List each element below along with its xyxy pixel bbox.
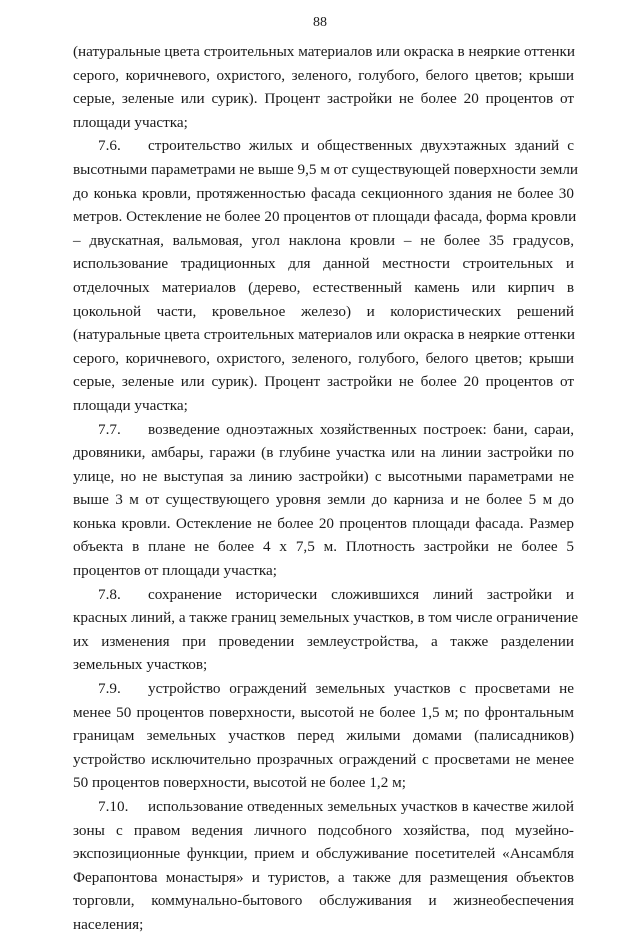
clause-text: использование отведенных земельных участков в качестве жилой: [148, 798, 574, 815]
text-line: устройство исключительно прозрачных ограждений с просветами не менее: [73, 750, 574, 768]
text-line: высотными параметрами не выше 9,5 м от существующей поверхности земли: [73, 160, 579, 178]
text-line: использование традиционных для данной местности строительных и: [73, 255, 574, 273]
text-line: торговли, коммунально-бытового обслуживания и жизнеобеспечения: [73, 892, 574, 910]
text-line: зоны с правом ведения личного подсобного хозяйства, под музейно-: [73, 821, 574, 839]
document-body: [73, 40, 579, 937]
text-line: [73, 583, 574, 607]
text-line: – двускатная, вальмовая, угол наклона кровли – не более 35 градусов,: [73, 231, 574, 249]
clause-number: 7.7.: [98, 420, 121, 438]
clause-7-10: [73, 795, 574, 937]
text-line: населения;: [73, 915, 144, 933]
text-line: [73, 418, 574, 442]
clause-7-7: [73, 418, 574, 583]
text-line: выше 3 м от существующего уровня земли до карниза и не более 5 м до: [73, 491, 574, 509]
text-line: земельных участков;: [73, 656, 208, 674]
text-line: серые, зеленые или сурик). Процент застройки не более 20 процентов от: [73, 373, 574, 391]
text-line: [73, 134, 574, 158]
text-line: экспозиционные функции, прием и обслуживание посетителей «Ансамбля: [73, 845, 574, 863]
clause-number: 7.8.: [98, 585, 121, 603]
text-line: площади участка;: [73, 396, 188, 414]
text-line: границам земельных участков перед жилыми домами (палисадников): [73, 727, 574, 745]
text-line: объекта в плане не более 4 х 7,5 м. Плотность застройки не более 5: [73, 538, 574, 556]
text-line: [73, 795, 574, 819]
text-line: конька кровли. Остекление не более 20 процентов площади фасада. Размер: [73, 514, 574, 532]
clause-7-9: [73, 677, 574, 795]
text-line: менее 50 процентов поверхности, высотой не более 1,5 м; по фронтальным: [73, 703, 574, 721]
text-line: Ферапонтова монастыря» и туристов, а также для размещения объектов: [73, 868, 574, 886]
clause-number: 7.9.: [98, 680, 121, 698]
text-line: цокольной части, кровельное железо) и колористических решений: [73, 302, 574, 320]
clause-text: сохранение исторически сложившихся линий застройки и: [148, 585, 574, 603]
clause-number: 7.6.: [98, 137, 121, 155]
text-line: серого, коричневого, охристого, зеленого, голубого, белого цветов; крыши: [73, 349, 574, 367]
clause-text: устройство ограждений земельных участков с просветами не: [148, 680, 574, 698]
text-line: до конька кровли, протяженностью фасада секционного здания не более 30: [73, 184, 574, 202]
text-line: серого, коричневого, охристого, зеленого, голубого, белого цветов; крыши: [73, 66, 574, 84]
clause-text: строительство жилых и общественных двухэтажных зданий с: [148, 137, 574, 155]
text-line: улице, но не выступая за линию застройки) с высотными параметрами не: [73, 467, 574, 485]
text-line: 50 процентов поверхности, высотой не более 1,2 м;: [73, 774, 406, 792]
text-line: дровяники, амбары, гаражи (в глубине участка или на линии застройки по: [73, 444, 574, 462]
clause-7-8: [73, 583, 579, 677]
text-line: отделочных материалов (дерево, естественный камень или кирпич в: [73, 278, 574, 296]
text-line: их изменения при проведении землеустройства, а также разделении: [73, 632, 574, 650]
page-number: 88: [313, 15, 327, 30]
text-line: (натуральные цвета строительных материалов или окраска в неяркие оттенки: [73, 43, 576, 60]
clause-7-6: [73, 134, 579, 417]
text-line: (натуральные цвета строительных материалов или окраска в неяркие оттенки: [73, 326, 576, 344]
clause-text: возведение одноэтажных хозяйственных построек: бани, сараи,: [148, 420, 574, 438]
text-line: красных линий, а также границ земельных участков, в том числе ограничение: [73, 609, 579, 627]
continuation-paragraph: [73, 40, 574, 134]
text-line: площади участка;: [73, 113, 188, 131]
text-line: метров. Остекление не более 20 процентов от площади фасада, форма кровли: [73, 208, 577, 226]
text-line: серые, зеленые или сурик). Процент застройки не более 20 процентов от: [73, 90, 574, 108]
clause-number: 7.10.: [98, 798, 129, 815]
text-line: процентов от площади участка;: [73, 562, 277, 580]
text-line: [73, 677, 574, 701]
